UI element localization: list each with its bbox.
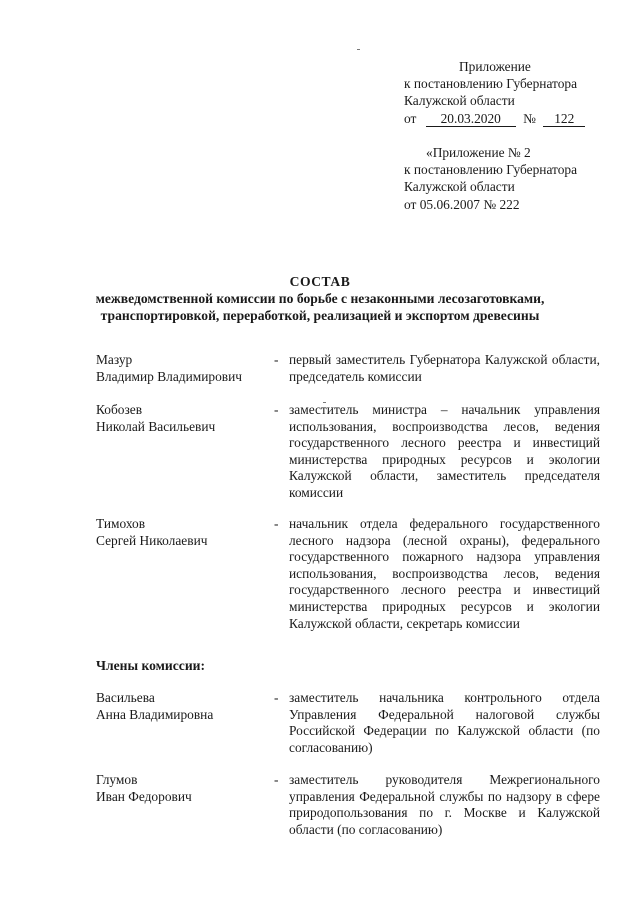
scan-speck [357, 49, 360, 50]
amended-appendix-block [404, 144, 577, 213]
member-name [96, 402, 266, 435]
amended-region: Калужской области [404, 179, 515, 195]
member-given-names: Иван Федорович [96, 788, 192, 804]
member-role: заместитель начальника контрольного отдела Управления Федеральной налоговой службы Российской Федерации по Калужской области (по согласованию) [289, 690, 600, 755]
separator-dash: - [274, 516, 279, 531]
amended-appendix-label: «Приложение № 2 [426, 145, 531, 160]
member-surname: Кобозев [96, 402, 143, 417]
member-surname: Тимохов [96, 516, 146, 531]
appendix-decree-ref: к постановлению Губернатора [404, 76, 578, 92]
member-given-names: Владимир Владимирович [96, 368, 243, 384]
member-given-names: Николай Васильевич [96, 418, 216, 434]
separator-dash: - [274, 772, 279, 787]
title-line-2: транспортировкой, переработкой, реализацией и экспортом древесины [100, 308, 540, 324]
member-name [96, 352, 266, 385]
document-title [0, 273, 640, 325]
member-surname: Васильева [96, 690, 155, 705]
member-given-names: Сергей Николаевич [96, 532, 208, 548]
member-surname: Мазур [96, 352, 133, 367]
separator-dash: - [274, 402, 279, 417]
member-role: начальник отдела федерального государственного лесного надзора (лесной охраны), федерального государственного пожарного надзора управления использования, воспроизводства лесов, ведения государственного лесного реестра и инвестиций министерства природных ресурсов и экологии Калужской области, секретарь комиссии [289, 516, 600, 631]
separator-dash: - [274, 690, 279, 705]
member-name [96, 772, 266, 805]
title-heading: СОСТАВ [289, 274, 351, 289]
member-role: первый заместитель Губернатора Калужской области, председатель комиссии [289, 352, 600, 384]
decree-number: 122 [543, 112, 585, 127]
member-role: заместитель руководителя Межрегионального управления Федеральной службы по надзору в сфере природопользования по г. Москве и Калужской области (по согласованию) [289, 772, 600, 837]
number-sign: № [523, 110, 536, 126]
title-line-1: межведомственной комиссии по борьбе с незаконными лесозаготовками, [95, 291, 545, 307]
amended-date-number: от 05.06.2007 № 222 [404, 196, 520, 212]
member-name [96, 690, 266, 723]
member-surname: Глумов [96, 772, 138, 787]
members-section-label: Члены комиссии: [96, 658, 206, 673]
appendix-region: Калужской области [404, 93, 515, 109]
appendix-date-line [404, 110, 585, 127]
decree-date: 20.03.2020 [426, 112, 516, 127]
date-prefix: от [404, 110, 417, 126]
member-given-names: Анна Владимировна [96, 706, 214, 722]
separator-dash: - [274, 352, 279, 367]
member-name [96, 516, 266, 549]
amended-decree-ref: к постановлению Губернатора [404, 162, 578, 178]
appendix-header [404, 58, 585, 127]
member-role: заместитель министра – начальник управления использования, воспроизводства лесов, ведения государственного лесного реестра и инвестиций министерства природных ресурсов и экологии Калужской области, заместитель председателя комиссии [289, 402, 600, 500]
appendix-label: Приложение [459, 59, 531, 74]
